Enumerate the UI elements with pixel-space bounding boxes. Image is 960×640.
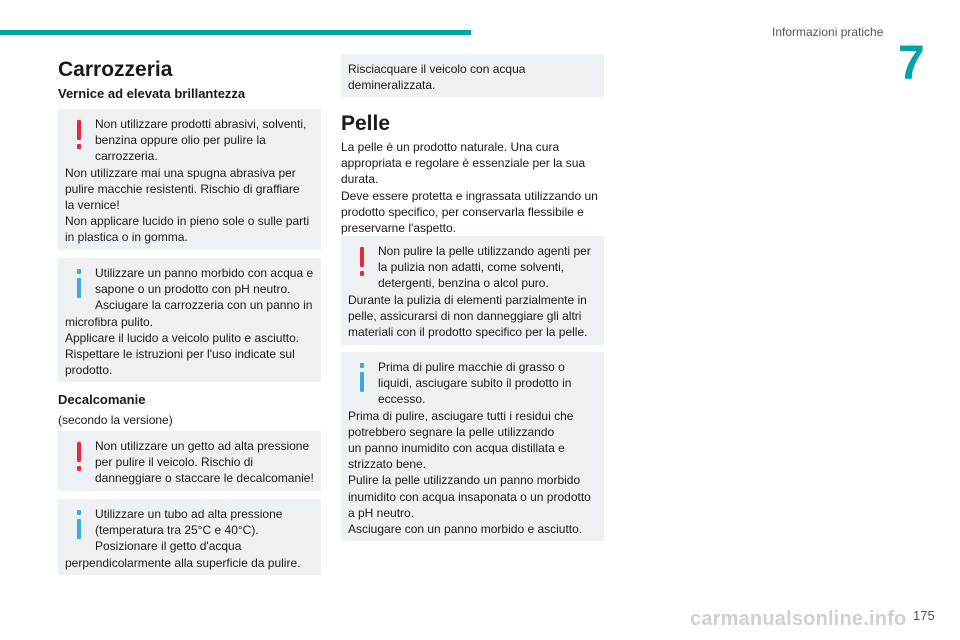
info-box-leather (341, 352, 604, 541)
rinse-box (341, 54, 604, 97)
decals-note: (secondo la versione) (58, 413, 173, 427)
info-text-leather: Prima di pulire macchie di grasso o liquidi, asciugare subito il prodotto in eccesso. Prima di pulire, asciugare tutti i residui che potrebbero segnare la pelle utilizzando un panno inumidito con acqua distillata e strizzato bene. Pulire la pelle utilizzando un panno morbido inumidito con acqua insaponata o un prodotto a pH neutro. Asciugare con un panno morbido e asciutto. (348, 360, 591, 537)
info-icon (356, 363, 368, 395)
page-number: 175 (913, 608, 935, 623)
warning-text-paint: Non utilizzare prodotti abrasivi, solventi, benzina oppure olio per pulire la carrozzeria. Non utilizzare mai una spugna abrasiva per pulire macchie resistenti. Rischio di graffiare la vernice! Non applicare lucido in pieno sole o sulle parti in plastica o in gomma. (65, 117, 310, 245)
decals-title: Decalcomanie (58, 392, 146, 407)
info-text-paint: Utilizzare un panno morbido con acqua e sapone o un prodotto con pH neutro. Asciugare la carrozzeria con un panno in microfibra pulito. Applicare il lucido a veicolo pulito e asciutto. Rispettare le istruzioni per l'uso indicate sul prodotto. (65, 266, 314, 378)
info-icon (73, 269, 85, 301)
rinse-text: Risciacquare il veicolo con acqua demineralizzata. (348, 62, 526, 93)
warning-icon (73, 120, 85, 152)
chapter-number: 7 (898, 37, 925, 90)
header-accent-bar (0, 30, 471, 35)
info-icon (73, 510, 85, 542)
watermark: carmanualsonline.info (690, 608, 907, 630)
warning-box-paint (58, 109, 321, 250)
warning-icon (73, 442, 85, 474)
warning-box-leather (341, 236, 604, 345)
info-box-paint (58, 258, 321, 382)
subtitle-vernice: Vernice ad elevata brillantezza (58, 86, 246, 101)
leather-paragraph: La pelle è un prodotto naturale. Una cura appropriata e regolare è essenziale per la sua durata. Deve essere protetta e ingrassata utilizzando un prodotto specifico, per conservarla flessibile e preservarne l'aspetto. (341, 140, 598, 236)
info-text-pressure: Utilizzare un tubo ad alta pressione (temperatura tra 25°C e 40°C). Posizionare il getto d'acqua perpendicolarmente alla superficie da pulire. (65, 507, 301, 570)
section-title: Informazioni pratiche (772, 25, 884, 39)
warning-text-leather: Non pulire la pelle utilizzando agenti per la pulizia non adatti, come solventi, detergenti, benzina o alcol puro. Durante la pulizia di elementi parzialmente in pelle, assicurarsi di non danneggiare gli altri materiali con il prodotto specifico per la pelle. (348, 244, 591, 340)
warning-text-decals: Non utilizzare un getto ad alta pressione per pulire il veicolo. Rischio di danneggiare o staccare le decalcomanie! (95, 439, 314, 486)
warning-icon (356, 247, 368, 279)
warning-box-decals (58, 431, 321, 491)
section-title-pelle: Pelle (341, 112, 391, 135)
page-title-carrozzeria: Carrozzeria (58, 58, 173, 81)
info-box-pressure (58, 499, 321, 575)
